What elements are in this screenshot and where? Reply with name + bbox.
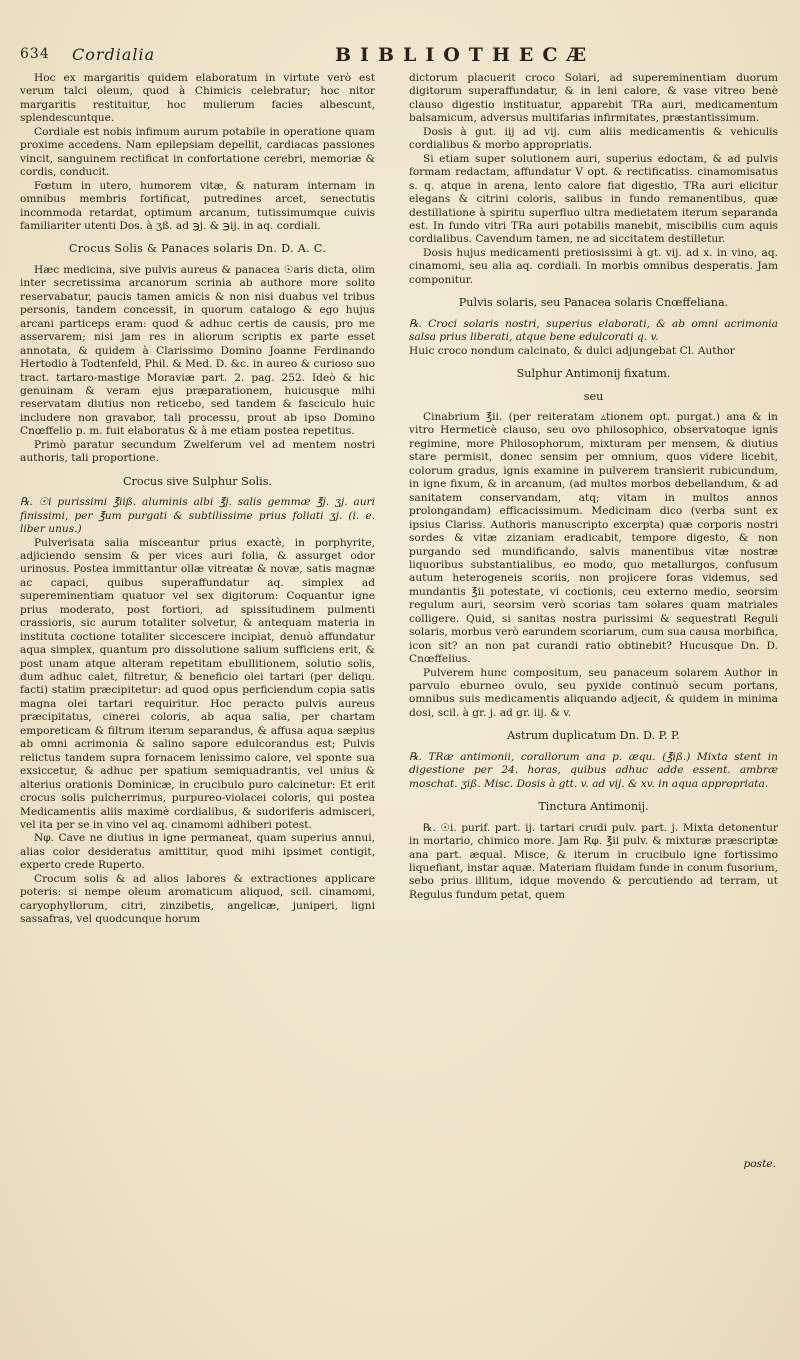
section-heading: seu xyxy=(583,389,604,403)
running-title: BIBLIOTHECÆ xyxy=(335,44,596,66)
paragraph: Hæc medicina, sive pulvis aureus & panacea ☉aris dicta, olim inter secretissima arcanorum scrinia ab authore more solito reservabatur, paucis tamen amicis & non nisi duabus vel tribus personis, tandem concessit, in quorum catalogo & ego hujus arcani particeps eram: quod & adhuc certis de causis, pro me asservarem; nisi jam res in aliorum scriptis ex parte esset annotata, & quidem à Clarissimo Domino Joanne Ferdinando Hertodio à Todtenfeld, Phil. & Med. D. &c. in aureo & curioso suo tract. tartaro-mastige Moraviæ part. 2. pag. 252. Ideò & hic genuinam & veram ejus præparationem, huicusque mihi reservatam diutius non reticebo, sed tandem & fasciculo huic includere non gravabor, tali processu, prout ab ipso Domino Cnœffelio p. m. fuit elaboratus & à me etiam postea repetitus. xyxy=(20,263,375,438)
page-number: 634 xyxy=(20,46,50,62)
section-heading: Astrum duplicatum Dn. D. P. P. xyxy=(507,729,680,743)
section-title: Cordialia xyxy=(72,45,156,64)
paragraph: Si etiam super solutionem auri, superius edoctam, & ad pulvis formam redactam, affundatur V opt. & rectificatiss. cinamomisatus s. q. atque in arena, lento calore fiat digestio, TRa auri elicitur elegans & citrini coloris, salibus in fundo remanentibus, quæ destillatione à spiritu superfluo ultra medietatem iterum separanda est. In fundo vitri TRa auri potabilis manebit, miscibilis cum aquis cordialibus. Cavendum tamen, ne ad siccitatem destilletur. xyxy=(409,152,778,246)
section-heading: Tinctura Antimonij. xyxy=(538,800,649,814)
running-head xyxy=(20,44,780,68)
right-column xyxy=(409,72,778,902)
paragraph: Pulverisata salia misceantur prius exactè, in porphyrite, adjiciendo sensim & per vices auri folia, & assurget odor urinosus. Postea immittantur ollæ vitreatæ & novæ, satis magnæ ac capaci, quibus superaffundatur aq. simplex ad supereminentiam quatuor vel sex digitorum: Coquantur igne prius moderato, post fortiori, ad spissitudinem pulmenti crassioris, sic aurum totaliter solvetur, & antequam materia in instituta coctione totaliter siccescere incipiat, denuò affundatur aqua simplex, quantum pro dissolutione salium sufficiens erit, & post unam atque alteram repetitam ebullitionem, solutio solis, dum adhuc calet, filtretur, & beneficio olei tartari (per deliqu. facti) statim præcipitetur: ad quod opus perficiendum copia satis magna olei tartari requiritur. Hoc peracto pulvis aureus præcipitatus, cinerei coloris, ab aqua salia, per chartam emporeticam & filtrum iterum separandus, & affusa aqua sæpius ab omni acrimonia & salino sapore edulcorandus est; Pulvis relictus tandem supra fornacem lenissimo calore, vel sponte sua exsiccetur, & adhuc per spatium semiquadrantis, vel unius & alterius orationis Dominicæ, in crucibulo puro calcinetur: Et erit crocus solis pulcherrimus, purpureo-violacei coloris, qui postea Medicamentis aliis maximè cordialibus, & sudoriferis admisceri, vel ita per se in vino vel aq. cinamomi adhiberi potest. xyxy=(20,536,375,832)
paragraph: Crocum solis & ad alios labores & extractiones applicare poteris: si nempe oleum aromaticum aliquod, scil. cinamomi, caryophyllorum, citri, zinzibetis, angelicæ, juniperi, ligni sassafras, vel quodcunque horum xyxy=(20,872,375,926)
recipe: ℞. ☉i purissimi ℥iiß. aluminis albi ℥j. salis gemmæ ℥j. ʒj. auri finissimi, per ℥um purgati & subtilissime prius foliati ʒj. (i. e. liber unus.) xyxy=(20,496,375,536)
recipe: ℞. TRæ antimonii, corallorum ana p. æqu. (℥iß.) Mixta stent in digestione per 24. horas, quibus adhuc adde essent. ambræ moschat. ʒiß. Misc. Dosis à gtt. v. ad vij. & xv. in aqua appropriata. xyxy=(409,750,778,790)
catchword: poste. xyxy=(743,1158,776,1170)
paragraph: ℞. ☉i. purif. part. ij. tartari crudi pulv. part. j. Mixta detonentur in mortario, chimico more. Jam Rφ. ℥ii pulv. & mixturæ præscriptæ ana part. æqual. Misce, & iterum in crucibulo igne fortissimo liquefiant, instar aquæ. Materiam fluidam funde in conum fusorium, sebo prius illitum, idque movendo & percutiendo ad terram, ut Regulus fundum petat, quem xyxy=(409,821,778,901)
paragraph: dictorum placuerit croco Solari, ad supereminentiam duorum digitorum superaffundatur, & in leni calore, & vase vitreo benè clauso digestio instituatur, apparebit TRa auri, medicamentum balsamicum, adversus multifarias infirmitates, præstantissimum. xyxy=(409,72,778,125)
paragraph: Pulverem hunc compositum, seu panaceum solarem Author in parvulo eburneo ovulo, seu pyxide continuò secum portans, omnibus suis medicamentis aliquando adjecit, & quidem in minima dosi, scil. à gr. j. ad gr. iij. & v. xyxy=(409,666,778,719)
paragraph: Hoc ex margaritis quidem elaboratum in virtute verò est verum talci oleum, quod à Chimicis celebratur; hoc nitor margaritis restituitur, hoc mulierum facies albescunt, splendescuntque. xyxy=(20,72,375,125)
section-heading: Pulvis solaris, seu Panacea solaris Cnœffeliana. xyxy=(458,296,729,310)
paragraph: Dosis à gut. iij ad vij. cum aliis medicamentis & vehiculis cordialibus & morbo appropriatis. xyxy=(409,125,778,152)
paragraph: Cordiale est nobis infimum aurum potabile in operatione quam proxime accedens. Nam epilepsiam depellit, cardiacas passiones vincit, sanguinem rectificat in confortatione cerebri, memoriæ & cordis, conducit. xyxy=(20,125,375,179)
paragraph: Dosis hujus medicamenti pretiosissimi à gt. vij. ad x. in vino, aq. cinamomi, seu alia aq. cordiali. In morbis omnibus desperatis. Jam componitur. xyxy=(409,246,778,286)
section-heading: Crocus sive Sulphur Solis. xyxy=(122,474,272,488)
section-heading: Crocus Solis & Panaces solaris Dn. D. A. C. xyxy=(68,242,327,256)
paragraph: Primò paratur secundum Zwelferum vel ad mentem nostri authoris, tali proportione. xyxy=(20,438,375,465)
left-column xyxy=(20,72,375,927)
paragraph: Huic croco nondum calcinato, & dulci adjungebat Cl. Author xyxy=(409,344,735,357)
paragraph: Fœtum in utero, humorem vitæ, & naturam internam in omnibus membris fortificat, putredines arcet, senectutis incommoda retardat, optimum arcanum, tutissimumque cuivis familiariter utenti Dos. à ʒß. ad ℈j. & ℈ij. in aq. cordiali. xyxy=(20,179,375,232)
section-heading: Sulphur Antimonij fixatum. xyxy=(516,367,671,381)
paragraph: Cinabrium ℥ii. (per reiteratam ▵tionem opt. purgat.) ana & in vitro Hermeticè clauso, seu ovo philosophico, observatoque ignis regimine, more Philosophorum, mixturam per mensem, & diutius stare permisit, donec sensim per omnium, quos videre licebit, colorum gradus, ignis examine in pulverem transierit rubicundum, in igne fixum, & in arcanum, (ad multos morbos debellandum, & ad sanitatem conservandam, atq; vitam in multos annos prolongandam) efficacissimum. Medicinam dico (verba sunt ex ipsius Clariss. Authoris manuscripto excerpta) quæ corporis nostri sordes & vitæ zizaniam eradicabit, tempore digesto, & non purgando sed mundificando, salvis manentibus vitæ nostræ liquoribus substantialibus, eo modo, quo metallurgos, confusum autum heterogeneis scoriis, non projicere foras videmus, sed mundantis ℥ii potestate, vi coctionis, ceu externo medio, seorsim regulum auri, seorsim verò scorias tam solares quam matriales colligere. Quid, si sanitas nostra purissimi & sequestrati Reguli solaris, morbus verò earundem scoriarum, cum sua causa morbifica, icon sit? an non pat curandi ratio obtinebit? Hucusque Dn. D. Cnœffelius. xyxy=(409,410,778,666)
recipe: ℞. Croci solaris nostri, superius elaborati, & ab omni acrimonia salsa prius liberati, atque bene edulcorati q. v. xyxy=(409,317,778,344)
paragraph: Nφ. Cave ne diutius in igne permaneat, quam superius annui, alias color desideratus amittitur, quod mihi ipsimet contigit, experto crede Ruperto. xyxy=(20,832,375,872)
